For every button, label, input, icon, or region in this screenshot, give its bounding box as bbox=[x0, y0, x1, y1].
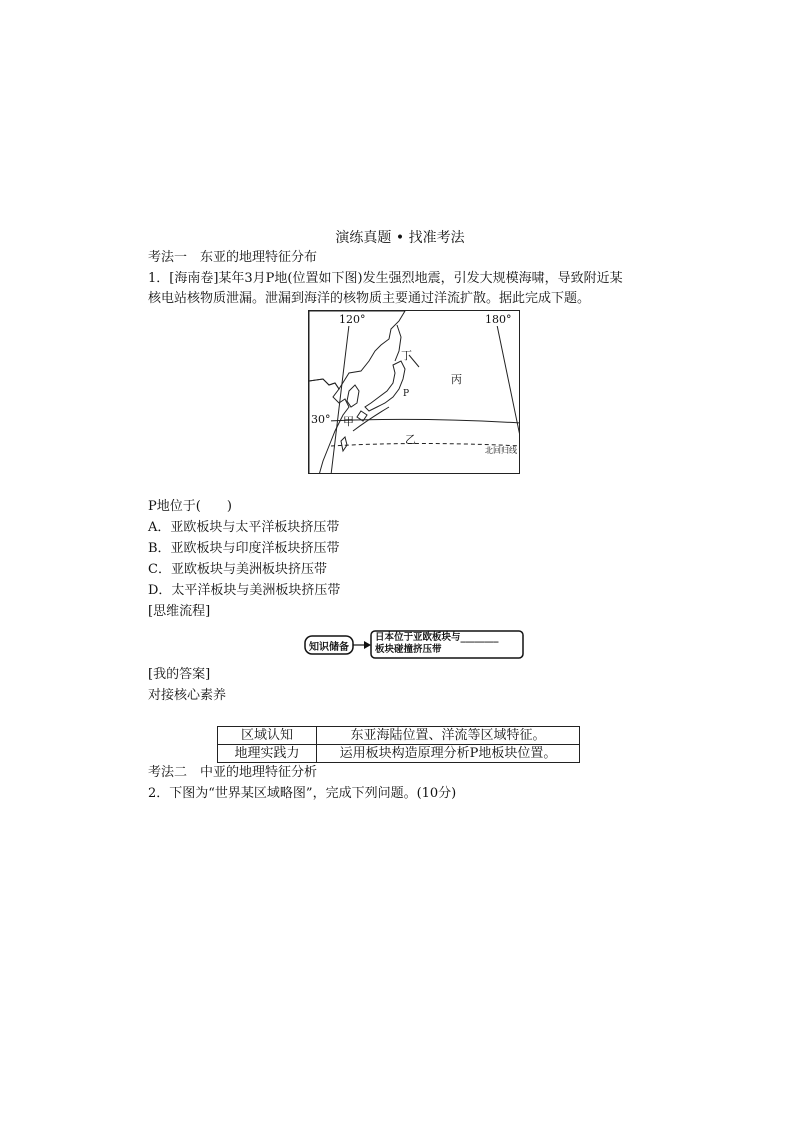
map-label-ding: 丁 bbox=[401, 349, 412, 362]
answer-label: [我的答案] bbox=[148, 667, 211, 682]
table-cell-value: 运用板块构造原理分析P地板块位置。 bbox=[317, 745, 580, 763]
core-literacy-table bbox=[217, 726, 580, 763]
question1-line2: 核电站核物质泄漏。泄漏到海洋的核物质主要通过洋流扩散。据此完成下题。 bbox=[148, 291, 591, 306]
map-label-tropic: 北回归线 bbox=[485, 446, 517, 455]
flow-box-line1: 日本位于亚欧板块与________ bbox=[375, 632, 499, 643]
flow-box-line2: 板块碰撞挤压带 bbox=[375, 644, 442, 655]
thinking-label: [思维流程] bbox=[148, 604, 211, 619]
flow-box-knowledge: 知识储备 bbox=[309, 642, 349, 653]
thinking-flowchart bbox=[304, 630, 526, 660]
table-cell-key: 区域认知 bbox=[218, 727, 317, 745]
page-title: 演练真题 • 找准考法 bbox=[335, 230, 465, 246]
option-c: C．亚欧板块与美洲板块挤压带 bbox=[148, 562, 327, 577]
east-asia-map bbox=[308, 310, 520, 474]
option-b: B．亚欧板块与印度洋板块挤压带 bbox=[148, 541, 340, 556]
map-label-jia: 甲 bbox=[343, 415, 354, 428]
table-row bbox=[218, 745, 580, 763]
question-stem: P地位于( ) bbox=[148, 499, 232, 514]
section2-heading: 考法二 中亚的地理特征分析 bbox=[148, 765, 318, 780]
map-label-p: P bbox=[403, 389, 410, 399]
map-lon-180: 180° bbox=[485, 313, 512, 326]
option-d: D．太平洋板块与美洲板块挤压带 bbox=[148, 583, 341, 598]
section1-heading: 考法一 东亚的地理特征分布 bbox=[148, 250, 318, 265]
map-label-bing: 丙 bbox=[451, 373, 462, 386]
option-a: A．亚欧板块与太平洋板块挤压带 bbox=[148, 520, 340, 535]
map-lat-30: 30° bbox=[311, 413, 331, 426]
map-lon-120: 120° bbox=[339, 313, 366, 326]
core-literacy-label: 对接核心素养 bbox=[148, 688, 227, 703]
map-label-yi: 乙 bbox=[405, 433, 416, 446]
table-row bbox=[218, 727, 580, 745]
question1-line1: 1．[海南卷]某年3月P地(位置如下图)发生强烈地震，引发大规模海啸，导致附近某 bbox=[148, 271, 623, 286]
question2-text: 2．下图为“世界某区域略图”，完成下列问题。(10分) bbox=[148, 786, 457, 801]
table-cell-key: 地理实践力 bbox=[218, 745, 317, 763]
table-cell-value: 东亚海陆位置、洋流等区域特征。 bbox=[317, 727, 580, 745]
